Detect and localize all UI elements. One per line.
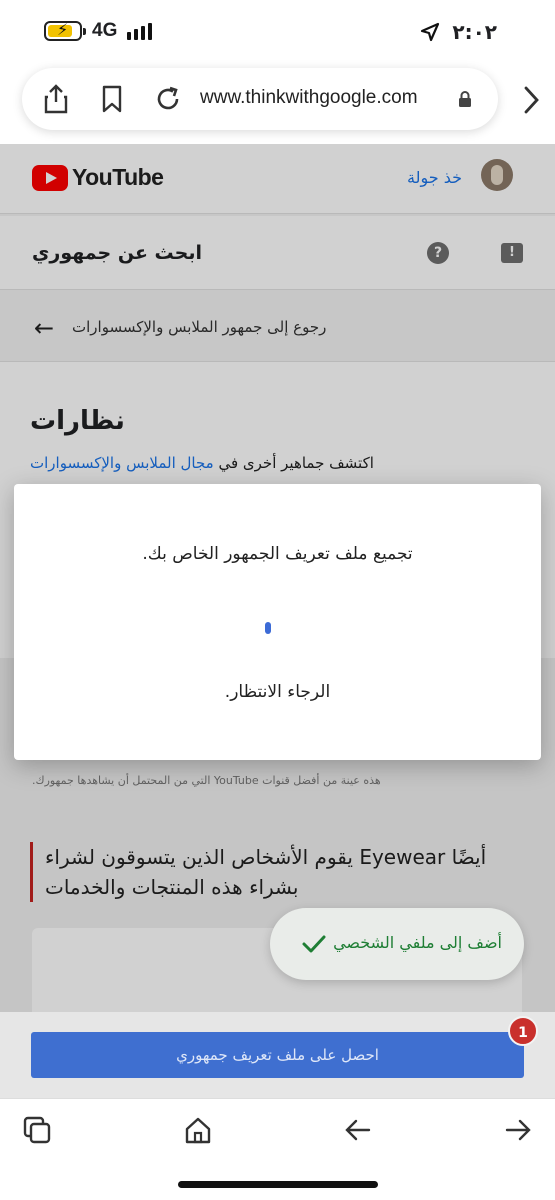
bookmark-icon[interactable]: [98, 84, 126, 114]
channels-note: .التي من المحتمل أن يشاهدها جمهورك YouTube هذه عينة من أفضل قنوات: [32, 774, 381, 787]
explore-prefix: اكتشف جماهير أخرى في: [213, 454, 374, 472]
url-text[interactable]: www.thinkwithgoogle.com: [200, 87, 418, 108]
forward-chevron-icon[interactable]: [517, 84, 545, 116]
also-shopping-heading: أيضًا Eyewear يقوم الأشخاص الذين يتسوقون لشراء بشراء هذه المنتجات والخدمات: [30, 842, 500, 902]
cta-bar: [0, 1012, 555, 1098]
take-tour-link[interactable]: خذ جولة: [407, 168, 462, 187]
back-label[interactable]: رجوع إلى جمهور الملابس والإكسسوارات: [72, 318, 327, 336]
toast-label[interactable]: أضف إلى ملفي الشخصي: [333, 933, 502, 952]
home-icon[interactable]: [183, 1115, 213, 1145]
home-indicator: [178, 1181, 378, 1188]
category-link[interactable]: مجال الملابس والإكسسوارات: [30, 454, 214, 472]
signal-icon: [127, 22, 152, 40]
location-arrow-icon: [420, 22, 440, 42]
dialog-wait-text: .الرجاء الانتظار: [224, 682, 331, 702]
address-bar[interactable]: [22, 68, 498, 130]
status-bar: [0, 0, 555, 62]
battery-icon: ⚡: [44, 21, 82, 41]
lock-icon: [456, 90, 474, 108]
back-arrow-icon[interactable]: ←: [34, 314, 55, 342]
nav-back-icon[interactable]: [343, 1115, 373, 1145]
help-icon[interactable]: ?: [427, 242, 449, 264]
share-icon[interactable]: [42, 84, 70, 114]
check-icon: [300, 930, 328, 958]
reload-icon[interactable]: [154, 84, 182, 114]
add-to-profile-toast[interactable]: [270, 908, 524, 980]
tabs-icon[interactable]: [22, 1115, 52, 1145]
dialog-message: .تجميع ملف تعريف الجمهور الخاص بك: [142, 544, 413, 564]
get-profile-button[interactable]: احصل على ملف تعريف جمهوري: [31, 1032, 524, 1078]
page-title: ابحث عن جمهوري: [32, 242, 202, 264]
status-left: [44, 20, 152, 42]
clock: ٢:٠٢: [452, 20, 497, 44]
brand-name: YouTube: [72, 164, 164, 190]
status-right: [420, 20, 497, 44]
loading-spinner-icon: [265, 622, 271, 634]
notification-badge[interactable]: 1: [508, 1016, 538, 1046]
feedback-icon[interactable]: !: [501, 243, 523, 263]
nav-forward-icon[interactable]: [503, 1115, 533, 1145]
section-heading: نظارات: [30, 406, 125, 436]
loading-dialog: [14, 484, 541, 760]
network-label: 4G: [92, 20, 118, 41]
